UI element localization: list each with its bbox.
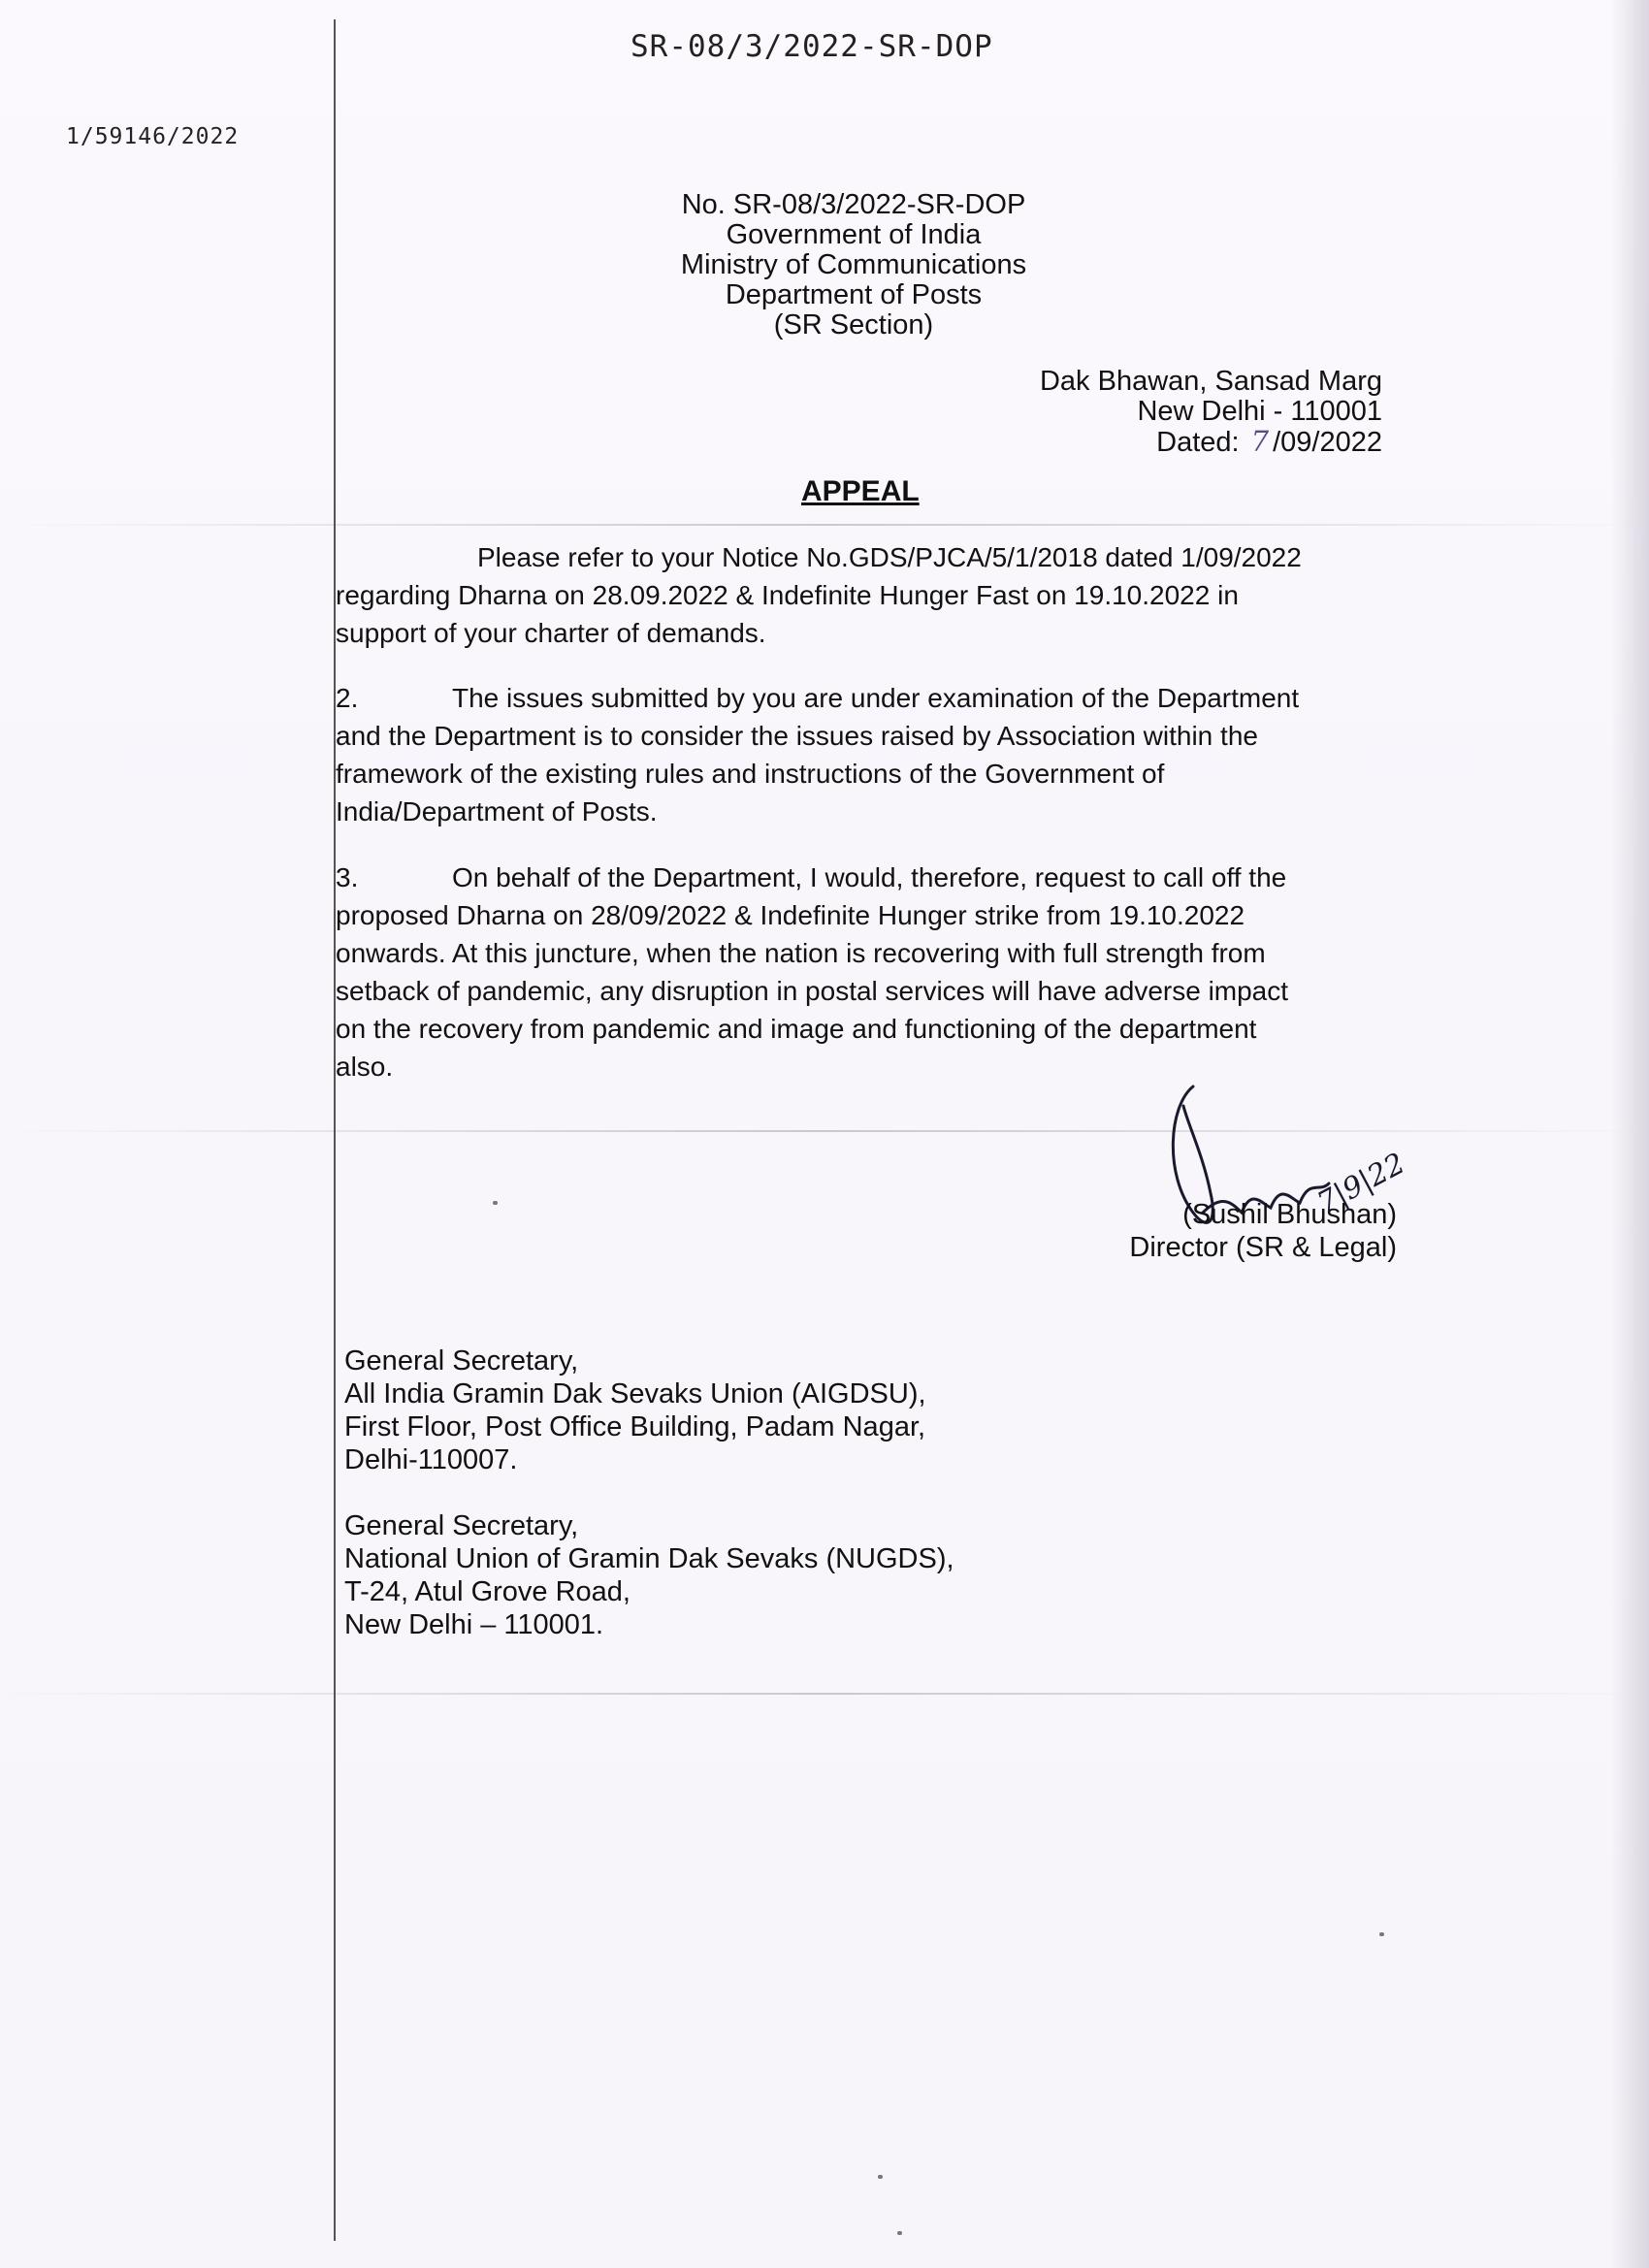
- paragraph-line: proposed Dharna on 28/09/2022 & Indefinite Hunger strike from 19.10.2022: [336, 900, 1245, 930]
- paragraph-line: regarding Dharna on 28.09.2022 & Indefinite Hunger Fast on 19.10.2022 in: [336, 580, 1239, 610]
- paragraph-line: Please refer to your Notice No.GDS/PJCA/5/1/2018 dated 1/09/2022: [477, 542, 1302, 572]
- paragraph-2: [336, 679, 1388, 830]
- paragraph-number: 2.: [336, 683, 359, 713]
- paper-fold: [0, 524, 1649, 526]
- paragraph-3: [336, 859, 1388, 1085]
- paragraph-line: setback of pandemic, any disruption in postal services will have adverse impact: [336, 976, 1289, 1006]
- paragraph-text: The issues submitted by you are under examination of the Department: [452, 683, 1300, 713]
- appeal-title: APPEAL: [801, 475, 920, 507]
- signatory-name: (Sushil Bhushan): [1182, 1199, 1397, 1230]
- scan-speck: [897, 2231, 902, 2235]
- paragraph-line: [336, 859, 1388, 896]
- paragraph-1: [336, 538, 1388, 652]
- addressee-aigdsu: [344, 1345, 926, 1476]
- addressee-line: Delhi-110007.: [344, 1444, 518, 1475]
- sender-address: [951, 367, 1382, 458]
- reference-number: No. SR-08/3/2022-SR-DOP: [681, 189, 1026, 220]
- file-number-stamp: SR-08/3/2022-SR-DOP: [630, 29, 993, 64]
- addressee-line: National Union of Gramin Dak Sevaks (NUGDS),: [344, 1543, 954, 1574]
- margin-line: [334, 19, 336, 2241]
- paragraph-line: onwards. At this juncture, when the nation is recovering with full strength from: [336, 938, 1266, 968]
- dated-month-year: /09/2022: [1273, 427, 1382, 458]
- scan-speck: [1379, 1932, 1384, 1936]
- ministry-line: Ministry of Communications: [680, 249, 1027, 280]
- signatory-block: [1116, 1198, 1397, 1264]
- address-line-1: Dak Bhawan, Sansad Marg: [1039, 366, 1382, 397]
- paragraph-line: on the recovery from pandemic and image and functioning of the department: [336, 1014, 1257, 1044]
- paragraph-line: framework of the existing rules and instructions of the Government of: [336, 759, 1165, 789]
- addressee-line: First Floor, Post Office Building, Padam Nagar,: [344, 1411, 926, 1442]
- signature-date: 7|9|22: [1311, 1146, 1411, 1221]
- addressee-nugds: [344, 1509, 954, 1641]
- paragraph-line: support of your charter of demands.: [336, 618, 766, 648]
- diary-number-stamp: 1/59146/2022: [66, 124, 240, 149]
- paragraph-number: 3.: [336, 862, 359, 892]
- scan-speck: [878, 2175, 883, 2179]
- paragraph-text: On behalf of the Department, I would, therefore, request to call off the: [452, 862, 1287, 892]
- scan-edge-shadow: [1610, 0, 1649, 2268]
- handwritten-day: 7: [1250, 425, 1270, 458]
- dated-line: [951, 427, 1382, 458]
- letter-header: [621, 190, 1086, 340]
- signatory-designation: Director (SR & Legal): [1129, 1232, 1397, 1263]
- dated-label: Dated:: [1156, 427, 1240, 458]
- address-line-2: New Delhi - 110001: [1137, 396, 1382, 427]
- department-line: Department of Posts: [725, 279, 983, 310]
- government-line: Government of India: [726, 219, 982, 250]
- paragraph-line: also.: [336, 1052, 394, 1082]
- addressee-line: T-24, Atul Grove Road,: [344, 1576, 630, 1607]
- addressee-line: All India Gramin Dak Sevaks Union (AIGDSU),: [344, 1378, 926, 1409]
- addressee-line: General Secretary,: [344, 1510, 579, 1541]
- paragraph-line: and the Department is to consider the issues raised by Association within the: [336, 721, 1258, 751]
- paragraph-line: India/Department of Posts.: [336, 796, 658, 826]
- paper-fold: [0, 1693, 1649, 1695]
- addressee-line: General Secretary,: [344, 1345, 579, 1377]
- section-line: (SR Section): [773, 309, 934, 340]
- paragraph-line: [336, 679, 1388, 717]
- scan-speck: [493, 1201, 498, 1205]
- addressee-line: New Delhi – 110001.: [344, 1609, 604, 1640]
